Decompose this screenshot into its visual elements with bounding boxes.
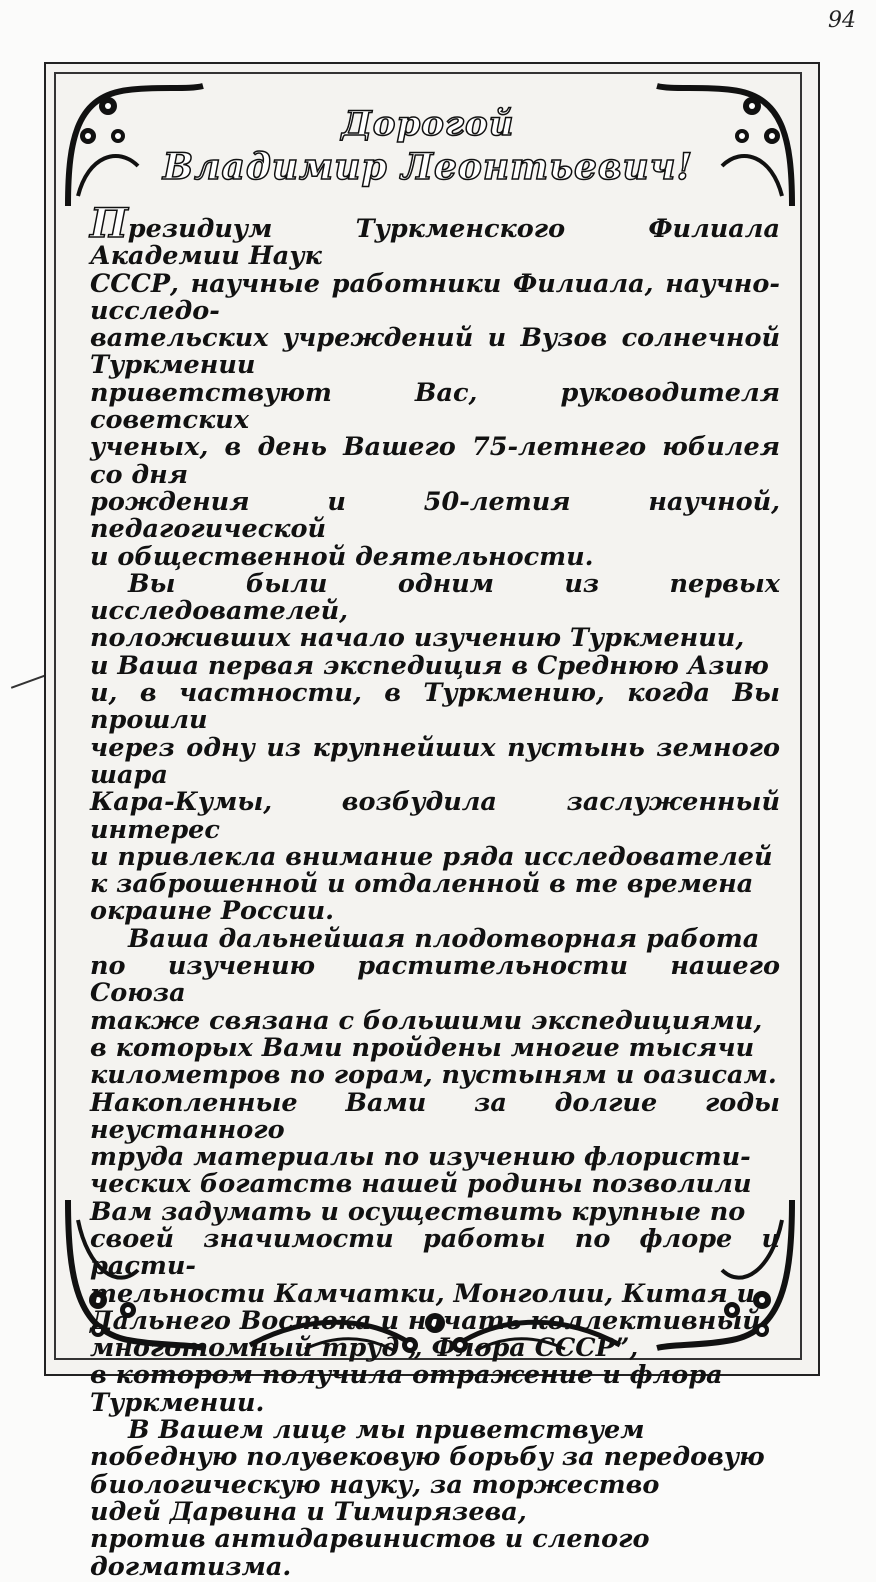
letter-body (90, 200, 780, 1582)
letter-paragraph-4: В Вашем лице мы приветствуем победную полувековую борьбу за передовую биологическую науку, за торжество идей Дарвина и Тимирязева, против антидарвинистов и слепого догматизма. (90, 1415, 765, 1582)
letter-paragraph-1 (90, 200, 780, 572)
drop-cap-letter: П (90, 200, 128, 247)
letter-paragraph-2: Вы были одним из первых исследователей, положивших начало изучению Туркмении, и Ваша первая экспедиция в Среднюю Азию и, в частности, в Туркмению, когда Вы прошли через одну из крупнейших пустынь земного шара Кара-Кумы, возбудила заслуженный интерес и привлекла внимание ряда исследователей к заброшенной и отдаленной в те времена окраине России. (90, 568, 780, 927)
paragraph-1-text: резидиум Туркменского Филиала Академии Наук СССР, научные работники Филиала, научно-исследо- вательских учреждений и Вузов солнечной Туркмении приветствуют Вас, руководителя советских ученых, в день Вашего 75-летнего юбилея со дня рождения и 50-летия научной, педагогической и общественной деятельности. (90, 214, 780, 572)
greeting-title-line-2: Владимир Леонтьевич! (162, 146, 694, 188)
greeting-title-line-1: Дорогой (341, 104, 515, 144)
letter-paragraph-3: Ваша дальнейшая плодотворная работа по изучению растительности нашего Союза также связана с большими экспедициями, в которых Вами пройдены многие тысячи километров по горам, пустыням и оазисам. Накопленные Вами за долгие годы неустанного труда материалы по изучению флористи- ческих богатств нашей родины позволили Вам задумать и осуществить крупные по своей значимости работы по флоре и расти- тельности Камчатки, Монголии, Китая и Дальнего Востока и начать коллективный многотомный труд „ Флора СССР”, в котором получила отражение и флора Туркмении. (90, 923, 780, 1418)
page-number-handwritten: 94 (828, 8, 856, 33)
